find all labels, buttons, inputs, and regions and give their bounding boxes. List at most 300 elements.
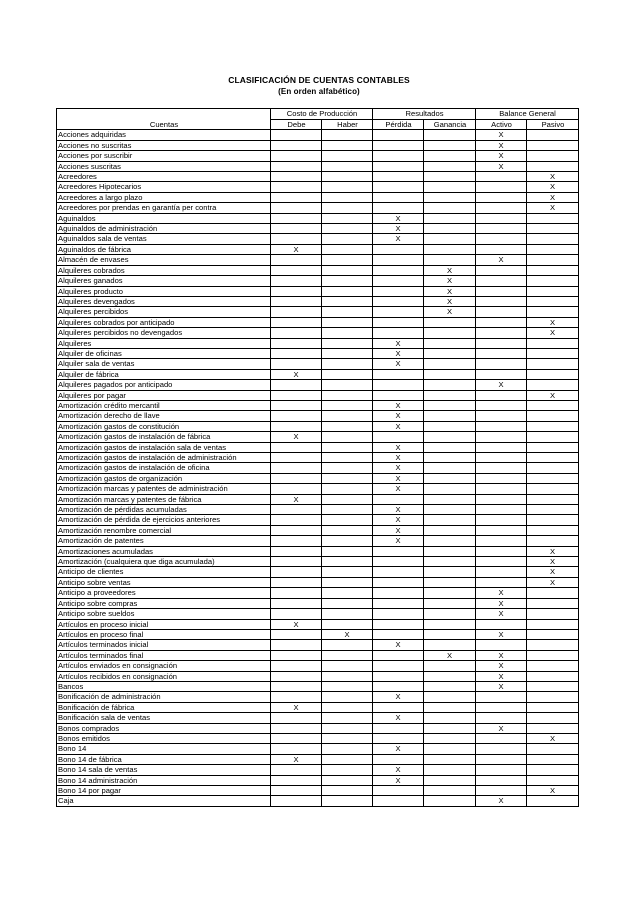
haber-mark <box>322 536 373 546</box>
account-name: Anticipo de clientes <box>57 567 271 577</box>
perdida-mark <box>373 161 424 171</box>
accounts-table <box>56 108 579 807</box>
pasivo-mark <box>527 650 579 660</box>
pasivo-mark <box>527 359 579 369</box>
haber-mark <box>322 692 373 702</box>
pasivo-mark <box>527 338 579 348</box>
perdida-mark: X <box>373 473 424 483</box>
ganancia-mark <box>424 380 476 390</box>
account-name: Bonos emitidos <box>57 733 271 743</box>
debe-mark <box>271 328 322 338</box>
ganancia-mark <box>424 733 476 743</box>
table-row <box>57 182 579 192</box>
debe-mark <box>271 744 322 754</box>
activo-mark <box>476 432 527 442</box>
haber-mark <box>322 650 373 660</box>
perdida-mark <box>373 317 424 327</box>
table-row <box>57 348 579 358</box>
debe-mark: X <box>271 619 322 629</box>
table-row <box>57 286 579 296</box>
haber-mark <box>322 338 373 348</box>
account-name: Amortización marcas y patentes de administración <box>57 484 271 494</box>
table-row <box>57 692 579 702</box>
account-name: Alquileres pagados por anticipado <box>57 380 271 390</box>
activo-mark <box>476 442 527 452</box>
debe-mark <box>271 463 322 473</box>
perdida-mark: X <box>373 640 424 650</box>
debe-mark <box>271 588 322 598</box>
debe-mark <box>271 453 322 463</box>
debe-mark <box>271 161 322 171</box>
haber-mark <box>322 775 373 785</box>
haber-mark <box>322 463 373 473</box>
ganancia-mark <box>424 536 476 546</box>
pasivo-mark: X <box>527 192 579 202</box>
haber-mark <box>322 255 373 265</box>
table-row <box>57 473 579 483</box>
debe-mark <box>271 338 322 348</box>
ganancia-mark <box>424 244 476 254</box>
pasivo-mark <box>527 473 579 483</box>
haber-mark <box>322 796 373 806</box>
activo-mark: X <box>476 796 527 806</box>
haber-mark <box>322 744 373 754</box>
haber-mark <box>322 234 373 244</box>
pasivo-mark <box>527 348 579 358</box>
haber-mark <box>322 265 373 275</box>
perdida-mark <box>373 609 424 619</box>
ganancia-mark <box>424 161 476 171</box>
ganancia-mark <box>424 525 476 535</box>
debe-mark <box>271 629 322 639</box>
pasivo-mark: X <box>527 733 579 743</box>
ganancia-mark <box>424 692 476 702</box>
activo-mark <box>476 463 527 473</box>
ganancia-mark <box>424 671 476 681</box>
ganancia-mark <box>424 463 476 473</box>
pasivo-mark <box>527 713 579 723</box>
account-name: Alquileres percibidos <box>57 307 271 317</box>
pasivo-mark <box>527 536 579 546</box>
account-name: Bonificación sala de ventas <box>57 713 271 723</box>
pasivo-mark <box>527 671 579 681</box>
ganancia-mark: X <box>424 650 476 660</box>
debe-mark: X <box>271 432 322 442</box>
pasivo-mark <box>527 442 579 452</box>
ganancia-mark <box>424 505 476 515</box>
perdida-mark: X <box>373 338 424 348</box>
table-row <box>57 723 579 733</box>
perdida-mark <box>373 557 424 567</box>
debe-mark <box>271 577 322 587</box>
account-name: Amortización crédito mercantil <box>57 400 271 410</box>
activo-mark <box>476 359 527 369</box>
ganancia-mark <box>424 796 476 806</box>
header-row-groups <box>57 109 579 120</box>
activo-mark <box>476 484 527 494</box>
haber-mark <box>322 494 373 504</box>
haber-mark <box>322 515 373 525</box>
ganancia-mark <box>424 182 476 192</box>
table-row <box>57 338 579 348</box>
activo-mark <box>476 733 527 743</box>
pasivo-mark: X <box>527 557 579 567</box>
pasivo-mark <box>527 380 579 390</box>
haber-mark <box>322 546 373 556</box>
haber-mark <box>322 421 373 431</box>
haber-mark <box>322 442 373 452</box>
table-row <box>57 421 579 431</box>
haber-mark <box>322 172 373 182</box>
pasivo-mark <box>527 255 579 265</box>
ganancia-mark <box>424 681 476 691</box>
account-name: Acreedores <box>57 172 271 182</box>
debe-mark <box>271 671 322 681</box>
activo-mark <box>476 192 527 202</box>
ganancia-mark <box>424 151 476 161</box>
pasivo-mark <box>527 161 579 171</box>
perdida-mark <box>373 588 424 598</box>
perdida-mark <box>373 151 424 161</box>
pasivo-mark <box>527 453 579 463</box>
activo-mark <box>476 172 527 182</box>
debe-mark <box>271 661 322 671</box>
pasivo-mark <box>527 661 579 671</box>
account-name: Amortización marcas y patentes de fábrica <box>57 494 271 504</box>
pasivo-mark <box>527 484 579 494</box>
account-name: Artículos recibidos en consignación <box>57 671 271 681</box>
perdida-mark <box>373 702 424 712</box>
pasivo-mark: X <box>527 328 579 338</box>
ganancia-mark <box>424 390 476 400</box>
ganancia-mark <box>424 442 476 452</box>
activo-mark: X <box>476 671 527 681</box>
debe-mark <box>271 192 322 202</box>
activo-mark <box>476 276 527 286</box>
perdida-mark <box>373 390 424 400</box>
perdida-mark: X <box>373 744 424 754</box>
table-row <box>57 244 579 254</box>
ganancia-mark <box>424 546 476 556</box>
activo-mark <box>476 765 527 775</box>
haber-mark <box>322 317 373 327</box>
debe-mark <box>271 411 322 421</box>
activo-mark <box>476 619 527 629</box>
activo-mark: X <box>476 380 527 390</box>
debe-mark <box>271 286 322 296</box>
haber-mark <box>322 702 373 712</box>
ganancia-mark <box>424 473 476 483</box>
ganancia-mark <box>424 629 476 639</box>
haber-mark <box>322 588 373 598</box>
pasivo-mark <box>527 505 579 515</box>
perdida-mark: X <box>373 224 424 234</box>
pasivo-mark <box>527 619 579 629</box>
pasivo-mark <box>527 494 579 504</box>
table-row <box>57 224 579 234</box>
perdida-mark <box>373 286 424 296</box>
haber-mark <box>322 723 373 733</box>
header-perdida: Pérdida <box>373 120 424 130</box>
account-name: Anticipo sobre sueldos <box>57 609 271 619</box>
haber-mark <box>322 369 373 379</box>
debe-mark <box>271 484 322 494</box>
perdida-mark <box>373 733 424 743</box>
debe-mark <box>271 557 322 567</box>
activo-mark <box>476 473 527 483</box>
debe-mark <box>271 796 322 806</box>
debe-mark <box>271 525 322 535</box>
perdida-mark <box>373 172 424 182</box>
account-name: Alquileres devengados <box>57 296 271 306</box>
debe-mark <box>271 296 322 306</box>
activo-mark: X <box>476 661 527 671</box>
haber-mark <box>322 151 373 161</box>
account-name: Amortización (cualquiera que diga acumulada) <box>57 557 271 567</box>
pasivo-mark <box>527 754 579 764</box>
table-row <box>57 567 579 577</box>
haber-mark <box>322 130 373 140</box>
debe-mark <box>271 400 322 410</box>
perdida-mark: X <box>373 411 424 421</box>
debe-mark <box>271 515 322 525</box>
account-name: Aguinaldos <box>57 213 271 223</box>
debe-mark <box>271 172 322 182</box>
ganancia-mark <box>424 713 476 723</box>
table-row <box>57 213 579 223</box>
ganancia-mark <box>424 775 476 785</box>
table-row <box>57 786 579 796</box>
account-name: Amortización de patentes <box>57 536 271 546</box>
activo-mark <box>476 577 527 587</box>
pasivo-mark: X <box>527 317 579 327</box>
account-name: Bono 14 sala de ventas <box>57 765 271 775</box>
table-row <box>57 765 579 775</box>
account-name: Bono 14 de fábrica <box>57 754 271 764</box>
account-name: Anticipo sobre compras <box>57 598 271 608</box>
haber-mark <box>322 432 373 442</box>
activo-mark <box>476 369 527 379</box>
table-row <box>57 161 579 171</box>
perdida-mark <box>373 723 424 733</box>
header-ganancia: Ganancia <box>424 120 476 130</box>
ganancia-mark <box>424 588 476 598</box>
perdida-mark <box>373 681 424 691</box>
table-row <box>57 713 579 723</box>
activo-mark <box>476 702 527 712</box>
activo-mark: X <box>476 161 527 171</box>
haber-mark <box>322 640 373 650</box>
ganancia-mark <box>424 484 476 494</box>
activo-mark <box>476 775 527 785</box>
haber-mark <box>322 380 373 390</box>
ganancia-mark <box>424 453 476 463</box>
table-row <box>57 484 579 494</box>
ganancia-mark <box>424 640 476 650</box>
haber-mark <box>322 411 373 421</box>
table-row <box>57 609 579 619</box>
table-row <box>57 359 579 369</box>
perdida-mark: X <box>373 484 424 494</box>
table-row <box>57 140 579 150</box>
account-name: Aguinaldos de administración <box>57 224 271 234</box>
pasivo-mark <box>527 307 579 317</box>
table-row <box>57 588 579 598</box>
account-name: Bono 14 <box>57 744 271 754</box>
account-name: Acreedores Hipotecarios <box>57 182 271 192</box>
header-balance: Balance General <box>476 109 579 120</box>
perdida-mark <box>373 244 424 254</box>
debe-mark <box>271 640 322 650</box>
activo-mark <box>476 317 527 327</box>
ganancia-mark <box>424 609 476 619</box>
debe-mark <box>271 203 322 213</box>
pasivo-mark <box>527 421 579 431</box>
pasivo-mark <box>527 130 579 140</box>
debe-mark <box>271 276 322 286</box>
perdida-mark: X <box>373 692 424 702</box>
account-name: Alquiler de oficinas <box>57 348 271 358</box>
pasivo-mark: X <box>527 546 579 556</box>
perdida-mark <box>373 671 424 681</box>
haber-mark <box>322 473 373 483</box>
account-name: Artículos en proceso final <box>57 629 271 639</box>
activo-mark: X <box>476 588 527 598</box>
account-name: Amortización gastos de organización <box>57 473 271 483</box>
haber-mark <box>322 359 373 369</box>
activo-mark: X <box>476 255 527 265</box>
ganancia-mark <box>424 348 476 358</box>
account-name: Acreedores por prendas en garantía per contra <box>57 203 271 213</box>
ganancia-mark <box>424 557 476 567</box>
activo-mark <box>476 244 527 254</box>
account-name: Bonificación de fábrica <box>57 702 271 712</box>
ganancia-mark <box>424 328 476 338</box>
perdida-mark <box>373 786 424 796</box>
haber-mark <box>322 598 373 608</box>
table-row <box>57 536 579 546</box>
perdida-mark <box>373 130 424 140</box>
haber-mark <box>322 400 373 410</box>
perdida-mark <box>373 546 424 556</box>
activo-mark: X <box>476 681 527 691</box>
ganancia-mark <box>424 338 476 348</box>
ganancia-mark <box>424 130 476 140</box>
perdida-mark <box>373 577 424 587</box>
haber-mark <box>322 484 373 494</box>
haber-mark <box>322 671 373 681</box>
account-name: Almacén de envases <box>57 255 271 265</box>
debe-mark <box>271 681 322 691</box>
perdida-mark: X <box>373 515 424 525</box>
debe-mark: X <box>271 754 322 764</box>
perdida-mark: X <box>373 525 424 535</box>
table-row <box>57 796 579 806</box>
ganancia-mark <box>424 494 476 504</box>
pasivo-mark <box>527 702 579 712</box>
account-name: Alquileres cobrados por anticipado <box>57 317 271 327</box>
pasivo-mark <box>527 432 579 442</box>
account-name: Amortización gastos de instalación de fábrica <box>57 432 271 442</box>
haber-mark <box>322 192 373 202</box>
haber-mark <box>322 296 373 306</box>
pasivo-mark <box>527 796 579 806</box>
haber-mark <box>322 453 373 463</box>
perdida-mark <box>373 619 424 629</box>
ganancia-mark: X <box>424 265 476 275</box>
pasivo-mark <box>527 692 579 702</box>
table-row <box>57 432 579 442</box>
table-row <box>57 546 579 556</box>
table-row <box>57 525 579 535</box>
haber-mark <box>322 557 373 567</box>
table-row <box>57 577 579 587</box>
activo-mark <box>476 557 527 567</box>
pasivo-mark <box>527 140 579 150</box>
ganancia-mark: X <box>424 276 476 286</box>
activo-mark <box>476 744 527 754</box>
ganancia-mark <box>424 619 476 629</box>
account-name: Aguinaldos de fábrica <box>57 244 271 254</box>
table-row <box>57 276 579 286</box>
pasivo-mark <box>527 598 579 608</box>
ganancia-mark <box>424 567 476 577</box>
perdida-mark <box>373 754 424 764</box>
perdida-mark <box>373 192 424 202</box>
pasivo-mark: X <box>527 203 579 213</box>
header-activo: Activo <box>476 120 527 130</box>
ganancia-mark <box>424 255 476 265</box>
account-name: Amortización gastos de instalación sala de ventas <box>57 442 271 452</box>
activo-mark <box>476 390 527 400</box>
table-row <box>57 494 579 504</box>
haber-mark <box>322 525 373 535</box>
header-cuentas: Cuentas <box>57 120 271 130</box>
haber-mark <box>322 505 373 515</box>
account-name: Alquiler de fábrica <box>57 369 271 379</box>
haber-mark <box>322 661 373 671</box>
debe-mark <box>271 130 322 140</box>
activo-mark <box>476 213 527 223</box>
table-row <box>57 775 579 785</box>
activo-mark <box>476 182 527 192</box>
perdida-mark <box>373 380 424 390</box>
perdida-mark: X <box>373 713 424 723</box>
activo-mark: X <box>476 650 527 660</box>
pasivo-mark <box>527 244 579 254</box>
debe-mark <box>271 421 322 431</box>
debe-mark <box>271 567 322 577</box>
account-name: Acciones no suscritas <box>57 140 271 150</box>
account-name: Amortización de pérdidas acumuladas <box>57 505 271 515</box>
haber-mark <box>322 161 373 171</box>
table-row <box>57 296 579 306</box>
haber-mark <box>322 786 373 796</box>
activo-mark <box>476 525 527 535</box>
perdida-mark <box>373 140 424 150</box>
ganancia-mark <box>424 661 476 671</box>
account-name: Alquileres producto <box>57 286 271 296</box>
haber-mark <box>322 733 373 743</box>
account-name: Bonos comprados <box>57 723 271 733</box>
ganancia-mark <box>424 140 476 150</box>
pasivo-mark: X <box>527 390 579 400</box>
debe-mark <box>271 265 322 275</box>
pasivo-mark <box>527 296 579 306</box>
table-row <box>57 307 579 317</box>
pasivo-mark <box>527 286 579 296</box>
pasivo-mark <box>527 276 579 286</box>
